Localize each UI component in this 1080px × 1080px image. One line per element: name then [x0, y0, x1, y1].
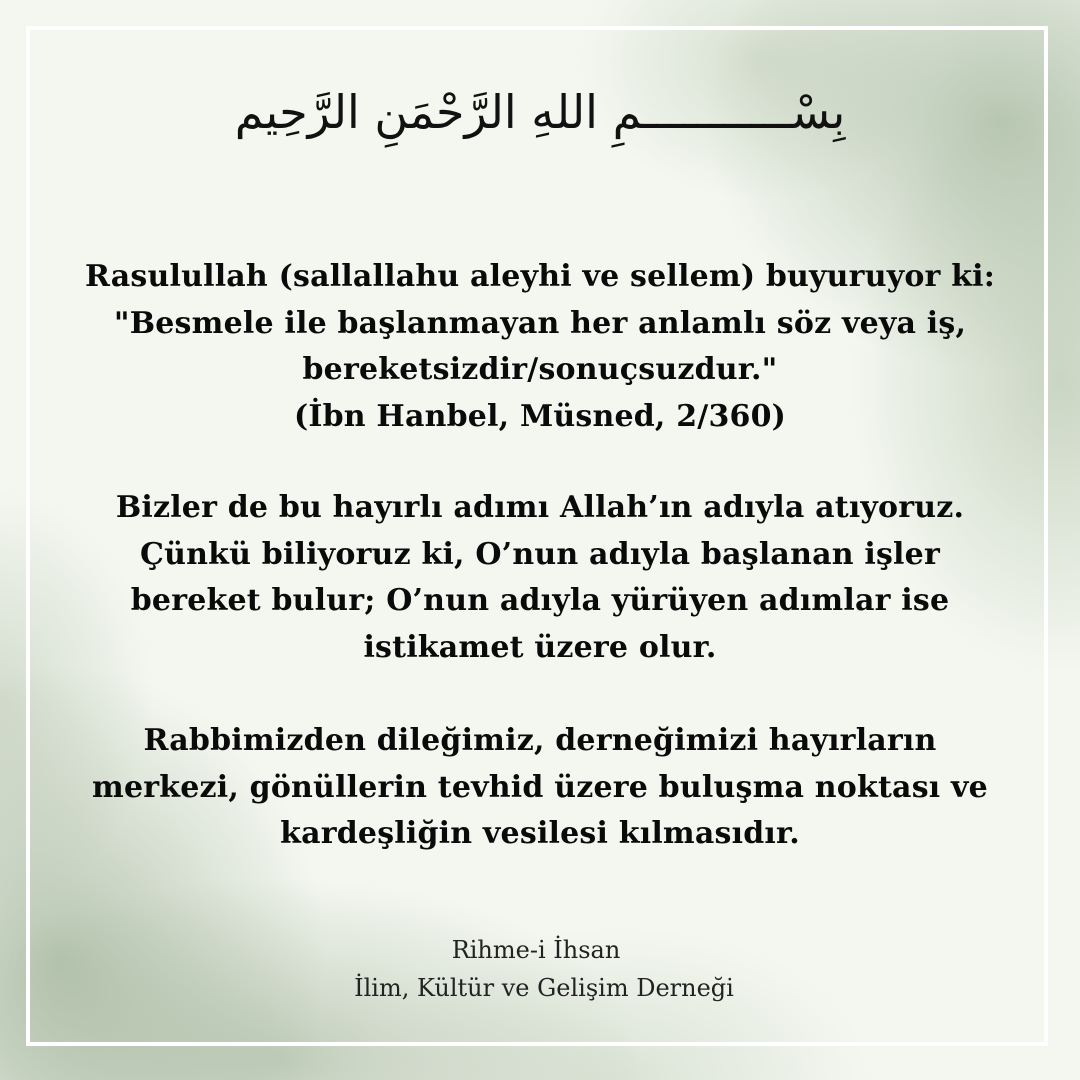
prayer-paragraph [0, 718, 1080, 858]
intention-line-2: Çünkü biliyoruz ki, O’nun adıyla başlanan işler [140, 536, 940, 572]
association-name: Rihme-i İhsan [451, 936, 621, 964]
intention-paragraph [0, 485, 1080, 671]
association-subtitle: İlim, Kültür ve Gelişim Derneği [354, 974, 734, 1002]
hadith-line-3: bereketsizdir/sonuçsuzdur." [302, 352, 778, 387]
prayer-line-2: merkezi, gönüllerin tevhid üzere buluşma noktası ve [92, 769, 988, 805]
intention-line-1: Bizler de bu hayırlı adımı Allah’ın adıyla atıyoruz. [115, 490, 965, 525]
prayer-line-1: Rabbimizden dileğimiz, derneğimizi hayırların [143, 723, 937, 758]
hadith-line-2: "Besmele ile başlanmayan her anlamlı söz veya iş, [113, 305, 967, 341]
intention-line-3: bereket bulur; O’nun adıyla yürüyen adımlar ise [130, 583, 950, 618]
hadith-line-1: Rasulullah (sallallahu aleyhi ve sellem) buyuruyor ki: [84, 259, 996, 294]
intention-line-4: istikamet üzere olur. [363, 629, 717, 665]
prayer-line-3: kardeşliğin vesilesi kılmasıdır. [280, 816, 800, 851]
hadith-paragraph [0, 254, 1080, 440]
basmala-calligraphy: بِسْـــــــــــمِ اللهِ الرَّحْمَنِ الرَّحِيم [234, 85, 846, 139]
hadith-source: (İbn Hanbel, Müsned, 2/360) [293, 398, 787, 434]
